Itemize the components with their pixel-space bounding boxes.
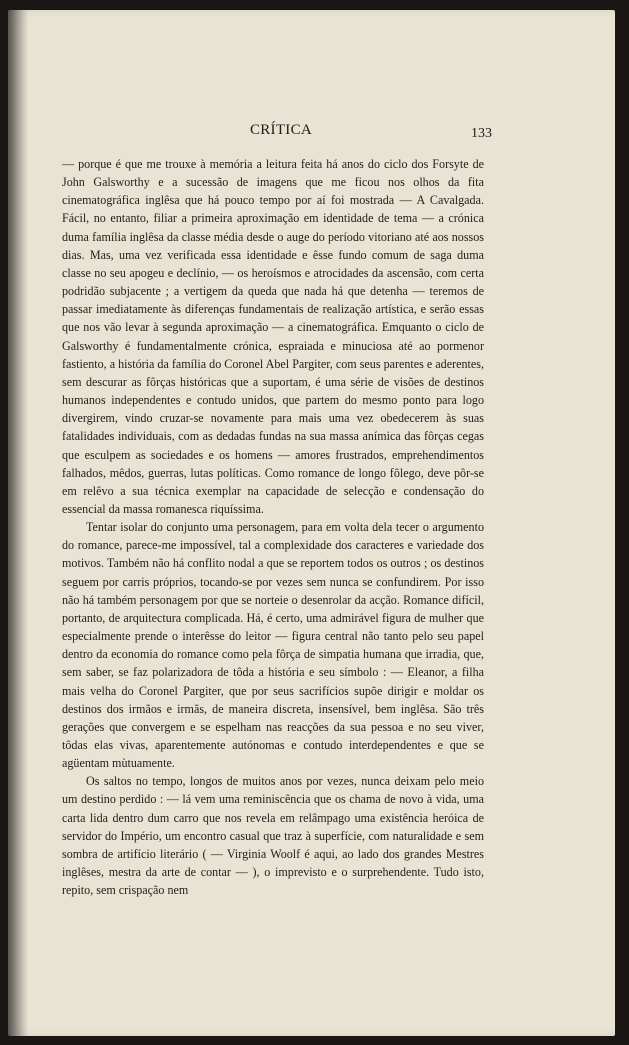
page-header <box>70 120 492 144</box>
paragraph-3: Os saltos no tempo, longos de muitos anos por vezes, nunca deixam pelo meio um destino perdido : — lá vem uma reminiscência que os chama de novo à vida, uma carta lida dentro dum carro que nos revela em relâmpago uma existência heróica de servidor do Império, um encontro casual que traz à superfície, com naturalidade e sem sombra de artifício literário ( — Virginia Woolf é aqui, ao lado dos grandes Mestres inglêses, mestra da arte de contar — ), o imprevisto e o surprehendente. Tudo isto, repito, sem crispação nem <box>62 774 484 898</box>
page-gutter-shadow <box>8 10 28 1036</box>
paragraph-1: — porque é que me trouxe à memória a leitura feita há anos do ciclo dos Forsyte de John Galsworthy e a sucessão de imagens que me ficou nos olhos da fita cinematográfica inglêsa que há pouco tempo por aí foi mostrada — A Cavalgada. Fácil, no entanto, filiar a primeira aproximação em identidade de tema — a crónica duma família inglêsa da classe média desde o auge do período vitoriano até aos nossos dias. Mas, uma vez verificada essa identidade e êsse fundo comum de saga duma classe no seu apogeu e declínio, — os heroísmos e atrocidades da ascensão, com certa podridão subjacente ; a vertigem da queda que nada há que detenha — teremos de passar imediatamente às diferenças fundamentais de realização artística, e serão essas que nos vão levar à segunda aproximação — a cinematográfica. Emquanto o ciclo de Galsworthy é fundamentalmente crónica, espraiada e minuciosa até ao pormenor fastiento, a história da família do Coronel Abel Pargiter, com seus parentes e aderentes, sem descurar as fôrças históricas que a suportam, é uma série de visões de destinos humanos independentes e contudo unidos, que partem do mesmo ponto para logo divergirem, vindo cruzar-se novamente para mais uma vez obedecerem às suas fatalidades individuais, com as dedadas fundas na sua massa anímica das fôrças cegas que esculpem as sociedades e os homens — amores frustrados, emprehendimentos falhados, mêdos, guerras, lutas políticas. Como romance de longo fôlego, deve pôr-se em relêvo a sua técnica exemplar na capacidade de selecção e condensação do essencial da massa romanesca riquíssima. <box>62 157 484 516</box>
body-text <box>62 155 484 899</box>
paragraph-2: Tentar isolar do conjunto uma personagem, para em volta dela tecer o argumento do romance, parece-me impossível, tal a complexidade dos caracteres e variedade dos motivos. Também não há conflito nodal a que se reportem todos os outros ; os destinos seguem por carris próprios, tocando-se por vezes sem nunca se confundirem. Por isso não há também personagem por que se norteie o desenrolar da acção. Romance difícil, portanto, de arquitectura complicada. Há, é certo, uma admirável figura de mulher que especialmente prende o interêsse do leitor — figura central não tanto pelo seu papel dentro da economia do romance como pela fôrça de simpatia humana que irradia, que, sem saber, se faz polarizadora de tôda a história e seu símbolo : — Eleanor, a filha mais velha do Coronel Pargiter, que por seus sacrifícios supõe dirigir e moldar os destinos dos irmãos e irmãs, de maneira discreta, insensível, bem inglêsa. São três gerações que convergem e se espelham nas reacções da sua pessoa e no seu viver, tôdas elas vivas, aparentemente autónomas e contudo interdependentes e que se agüentam mùtuamente. <box>62 520 484 771</box>
page-number: 133 <box>471 126 492 141</box>
running-title: CRÍTICA <box>249 122 313 138</box>
